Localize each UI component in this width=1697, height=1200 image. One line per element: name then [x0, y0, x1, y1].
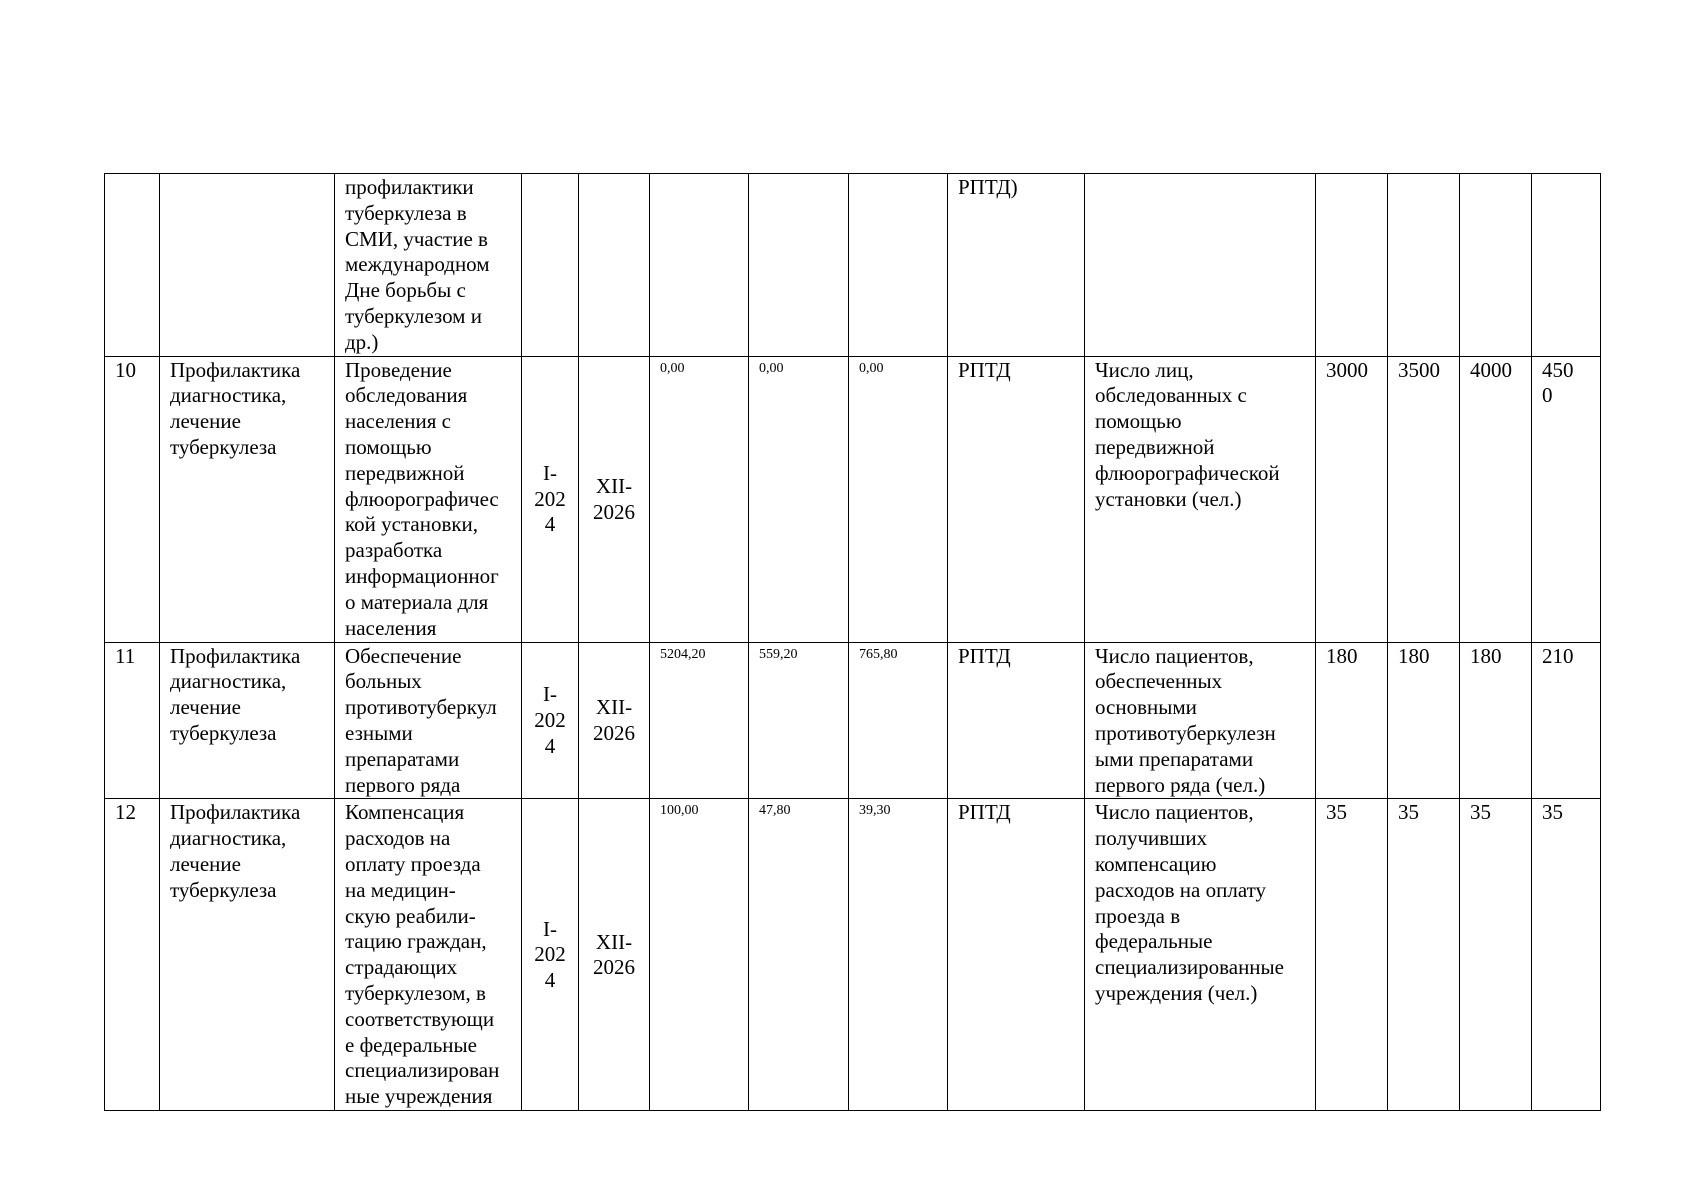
- executor-cell: РПТД: [948, 799, 1085, 1111]
- end-date-cell: XII- 2026: [579, 356, 650, 642]
- program-table: [104, 173, 1601, 1111]
- end-date-cell: XII- 2026: [579, 642, 650, 799]
- value-cell-2: [1388, 174, 1460, 357]
- value-cell-1: 180: [1316, 642, 1388, 799]
- start-date-cell: I- 202 4: [522, 799, 579, 1111]
- table-row: [105, 799, 1601, 1111]
- funding-cell-2: 0,00: [749, 356, 849, 642]
- value-cell-2: 180: [1388, 642, 1460, 799]
- funding-cell-1: 0,00: [650, 356, 749, 642]
- value-cell-3: [1460, 174, 1532, 357]
- direction-cell: [160, 174, 335, 357]
- funding-cell-2: [749, 174, 849, 357]
- value-cell-1: 3000: [1316, 356, 1388, 642]
- row-number-cell: 11: [105, 642, 160, 799]
- indicator-cell: Число пациентов, получивших компенсацию расходов на оплату проезда в федеральные специализированные учреждения (чел.): [1085, 799, 1316, 1111]
- funding-cell-3: 765,80: [849, 642, 948, 799]
- value-cell-3: 4000: [1460, 356, 1532, 642]
- funding-cell-1: 5204,20: [650, 642, 749, 799]
- activity-cell: Компенсация расходов на оплату проезда на медицин- скую реабили- тацию граждан, страдающих туберкулезом, в соответствующи е федеральные специализирован ные учреждения: [335, 799, 522, 1111]
- value-cell-2: 35: [1388, 799, 1460, 1111]
- end-date-cell: XII- 2026: [579, 799, 650, 1111]
- start-date-cell: I- 202 4: [522, 356, 579, 642]
- value-cell-3: 35: [1460, 799, 1532, 1111]
- funding-cell-2: 559,20: [749, 642, 849, 799]
- value-cell-1: [1316, 174, 1388, 357]
- funding-cell-3: 0,00: [849, 356, 948, 642]
- start-date-cell: I- 202 4: [522, 642, 579, 799]
- value-cell-4: 35: [1532, 799, 1601, 1111]
- value-cell-2: 3500: [1388, 356, 1460, 642]
- executor-cell: РПТД: [948, 356, 1085, 642]
- executor-cell: РПТД: [948, 642, 1085, 799]
- direction-cell: Профилактика диагностика, лечение туберкулеза: [160, 356, 335, 642]
- indicator-cell: Число пациентов, обеспеченных основными противотуберкулезн ыми препаратами первого ряда (чел.): [1085, 642, 1316, 799]
- indicator-cell: Число лиц, обследованных с помощью передвижной флюорографической установки (чел.): [1085, 356, 1316, 642]
- table-row: [105, 174, 1601, 357]
- activity-cell: Проведение обследования населения с помощью передвижной флюорографичес кой установки, разработка информационног о материала для населения: [335, 356, 522, 642]
- activity-cell: Обеспечение больных противотуберкул езными препаратами первого ряда: [335, 642, 522, 799]
- indicator-cell: [1085, 174, 1316, 357]
- direction-cell: Профилактика диагностика, лечение туберкулеза: [160, 799, 335, 1111]
- row-number-cell: 12: [105, 799, 160, 1111]
- value-cell-1: 35: [1316, 799, 1388, 1111]
- funding-cell-2: 47,80: [749, 799, 849, 1111]
- funding-cell-3: 39,30: [849, 799, 948, 1111]
- activity-cell: профилактики туберкулеза в СМИ, участие в международном Дне борьбы с туберкулезом и др.): [335, 174, 522, 357]
- funding-cell-1: 100,00: [650, 799, 749, 1111]
- executor-cell: РПТД): [948, 174, 1085, 357]
- funding-cell-1: [650, 174, 749, 357]
- value-cell-4: [1532, 174, 1601, 357]
- row-number-cell: 10: [105, 356, 160, 642]
- table-row: [105, 642, 1601, 799]
- end-date-cell: [579, 174, 650, 357]
- value-cell-4: 450 0: [1532, 356, 1601, 642]
- table-row: [105, 356, 1601, 642]
- value-cell-4: 210: [1532, 642, 1601, 799]
- value-cell-3: 180: [1460, 642, 1532, 799]
- row-number-cell: [105, 174, 160, 357]
- funding-cell-3: [849, 174, 948, 357]
- start-date-cell: [522, 174, 579, 357]
- direction-cell: Профилактика диагностика, лечение туберкулеза: [160, 642, 335, 799]
